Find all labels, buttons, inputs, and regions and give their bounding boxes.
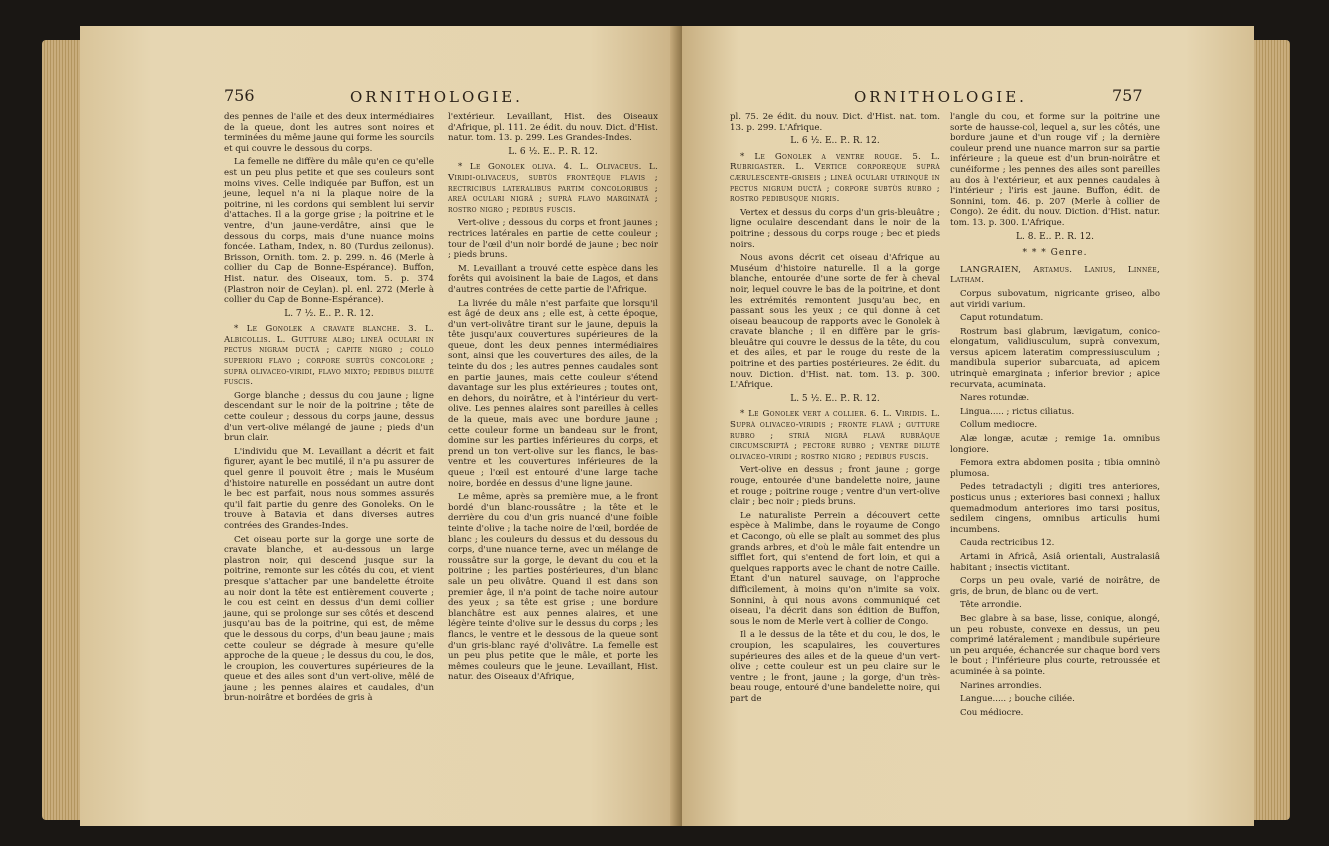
right-page-column-2 [950, 112, 1160, 721]
body-paragraph: Tête arrondie. [960, 600, 1022, 611]
body-paragraph: Narines arrondies. [960, 680, 1042, 691]
body-paragraph: Corpus subovatum, nigricante griseo, albo aut viridi varium. [950, 288, 1160, 310]
page-number-right: 757 [1112, 86, 1143, 105]
body-paragraph: Femora extra abdomen posita ; tibia omninò plumosa. [950, 458, 1160, 479]
body-paragraph: Caput rotundatum. [960, 313, 1044, 324]
page-number-left: 756 [224, 86, 255, 105]
species-entry-heading: * Le Gonolek a ventre rouge. 5. L. Rubrigaster. L. Vertice corporeque suprà cærulescente-griseis ; lineâ oculari utrinquè in pectus nigrum ductâ ; corpore subtùs rubro ; rostro pedibusque nigris. [730, 151, 940, 205]
body-paragraph: Pedes tetradactyli ; digiti tres anteriores, posticus unus ; exteriores basi connexi ; hallux quemadmodum anteriores imo tarsi positus, sedilem cingens, omnibus articulis humi incumbens. [950, 482, 1160, 535]
species-entry-heading: LANGRAIEN, Artamus. Lanius, Linnée, Latham. [950, 264, 1160, 286]
species-entry-heading: * Le Gonolek a cravate blanche. 3. L. Albicollis. L. Gutture albo; lineâ oculari in pectus nigram ductâ ; capite nigro ; collo superiori flavo ; corpore subtùs concolore ; suprà olivaceo-viridi, flavo mixto; pedibus dilutè fuscis. [224, 324, 434, 388]
genre-heading: * * * Genre. [1022, 248, 1088, 259]
body-paragraph: l'angle du cou, et forme sur la poitrine une sorte de hausse-col, lequel a, sur les côtés, une bordure jaune et d'un rouge vif ; la dernière couleur prend une nuance marron sur sa partie inférieure ; la queue est d'un brun-noirâtre et cunéiforme ; les pennes des ailes sont pareilles au dos à l'extérieur, et aux pennes caudales à l'intérieur ; l'iris est jaune. Buffon, édit. de Sonnini, tom. 46. p. 207 (Merle à collier de Congo). 2e édit. du nouv. Diction. d'Hist. natur. tom. 13. p. 300. L'Afrique. [950, 112, 1160, 228]
body-paragraph: La femelle ne diffère du mâle qu'en ce qu'elle est un peu plus petite et que ses couleurs sont moins vives. Celle indiquée par Buffon, est un jeune, lequel n'a ni la plaque noire de la poitrine, ni les cordons qui semblent lui servir d'attaches. Il a la gorge grise ; la poitrine et le ventre, d'un jaune-verdâtre, ainsi que le dessous du corps, mais d'une nuance moins foncée. Latham, Index, n. 80 (Turdus zeilonus). Brisson, Ornith. tom. 2. p. 299. n. 46 (Merle à collier du Cap de Bonne-Espérance). Buffon, Hist. natur. des Oiseaux, tom. 5. p. 374 (Plastron noir de Ceylan). pl. enl. 272 (Merle à collier du Cap de Bonne-Espérance). [224, 157, 434, 306]
body-paragraph: Bec glabre à sa base, lisse, conique, alongé, un peu robuste, convexe en dessus, un peu comprimé latéralement ; mandibule supérieure un peu arquée, échancrée sur chaque bord vers le bout ; l'inférieure plus courte, retroussée et acuminée à sa pointe. [950, 613, 1160, 677]
body-paragraph: Rostrum basi glabrum, lævigatum, conico-elongatum, validiusculum, suprà convexum, versus apicem lateratim compressiusculum ; mandibula superior subarcuata, ad apicem utrinquè emarginata ; inferior brevior ; apice recurvata, acuminata. [950, 326, 1160, 390]
body-paragraph: Le naturaliste Perrein a découvert cette espèce à Malimbe, dans le royaume de Congo et Cacongo, où elle se plaît au sommet des plus grands arbres, et d'où le mâle fait entendre un sifflet fort, qui s'entend de fort loin, et qui a quelques rapports avec le chant de notre Caille. Étant d'un naturel sauvage, on l'approche difficilement, à moins qu'on n'imite sa voix. Sonnini, à qui nous avons communiqué cet oiseau, l'a décrit dans son édition de Buffon, sous le nom de Merle vert à collier de Congo. [730, 510, 940, 627]
page-edges-right [1250, 40, 1290, 820]
measurement-line: L. 8. E.. P.. R. 12. [1016, 231, 1094, 242]
body-paragraph: Collum mediocre. [960, 420, 1038, 431]
body-paragraph: Le même, après sa première mue, a le front bordé d'un blanc-roussâtre ; la tête et le derrière du cou d'un gris nuancé d'une foible teinte d'olive ; la tache noire de l'œil, bordée de blanc ; les couleurs du dessus et du dessous du corps, d'une nuance terne, avec un mélange de roussâtre sur la gorge, le devant du cou et la poitrine ; les parties postérieures, d'un blanc sale un peu olivâtre. Quand il est dans son premier âge, il n'a point de tache noire autour des yeux ; sa tête est grise ; une bordure blanchâtre est aux pennes alaires, et une légère teinte d'olive sur le dessus du corps ; les flancs, le ventre et le dessous de la queue sont d'un gris-blanc rayé d'olivâtre. La femelle est un peu plus petite que le mâle, et porte les mêmes couleurs que le jeune. Levaillant, Hist. natur. des Oiseaux d'Afrique, [448, 492, 658, 683]
species-entry-heading: * Le Gonolek oliva. 4. L. Olivaceus. L. Viridi-olivaceus, subtùs frontèque flavis ; rectricibus lateralibus partim concoloribus ; areâ oculari nigrâ ; suprà flavo marginatâ ; rostro nigro ; pedibus fuscis. [448, 162, 658, 215]
left-page-column-2 [448, 112, 658, 686]
measurement-line: L. 6 ½. E.. P.. R. 12. [508, 146, 598, 157]
measurement-line: L. 6 ½. E.. P.. R. 12. [790, 136, 880, 147]
running-head-right: ORNITHOLOGIE. [854, 88, 1027, 106]
body-paragraph: pl. 75. 2e édit. du nouv. Dict. d'Hist. nat. tom. 13. p. 299. L'Afrique. [730, 112, 940, 133]
body-paragraph: Lingua..... ; rictus ciliatus. [960, 406, 1075, 417]
body-paragraph: l'extérieur. Levaillant, Hist. des Oiseaux d'Afrique, pl. 111. 2e édit. du nouv. Dict. d'Hist. natur. tom. 13. p. 299. Les Grandes-Indes. [448, 112, 658, 144]
species-entry-heading: * Le Gonolek vert a collier. 6. L. Viridis. L. Suprà olivaceo-viridis ; fronte flavâ ; gutture rubro ; striâ nigrâ flavâ rubrâque circumscriptâ ; pectore rubro ; ventre dilutè olivaceo-viridi ; rostro nigro ; pedibus fuscis. [730, 409, 940, 462]
body-paragraph: Alæ longæ, acutæ ; remige 1a. omnibus longiore. [950, 434, 1160, 455]
body-paragraph: Vert-olive ; dessous du corps et front jaunes ; rectrices latérales en partie de cette couleur ; tour de l'œil d'un noir bordé de jaune ; bec noir ; pieds bruns. [448, 218, 658, 261]
body-paragraph: Nares rotundæ. [960, 393, 1030, 404]
right-page [682, 26, 1254, 826]
body-paragraph: Il a le dessus de la tête et du cou, le dos, le croupion, les scapulaires, les couvertures supérieures des ailes et de la queue d'un vert-olive ; cette couleur est un peu claire sur le ventre ; le front, jaune ; la gorge, d'un très-beau rouge, entouré d'une bandelette noire, qui part de [730, 630, 940, 704]
body-paragraph: Vertex et dessus du corps d'un gris-bleuâtre ; ligne oculaire descendant dans le noir de la poitrine ; dessous du corps rouge ; bec et pieds noirs. [730, 207, 940, 250]
body-paragraph: Langue..... ; bouche ciliée. [960, 694, 1075, 705]
left-page [80, 26, 680, 826]
body-paragraph: Artami in Africâ, Asiâ orientali, Australasiâ habitant ; insectis victitant. [950, 551, 1160, 573]
body-paragraph: Corps un peu ovale, varié de noirâtre, de gris, de brun, de blanc ou de vert. [950, 576, 1160, 597]
body-paragraph: Cauda rectricibus 12. [960, 538, 1055, 549]
body-paragraph: Gorge blanche ; dessus du cou jaune ; ligne descendant sur le noir de la poitrine ; tête de cette couleur ; dessous du corps jaune, dessus d'un vert-olive mélangé de jaune ; pieds d'un brun clair. [224, 390, 434, 444]
measurement-line: L. 7 ½. E.. P.. R. 12. [284, 308, 374, 319]
measurement-line: L. 5 ½. E.. P.. R. 12. [790, 393, 880, 404]
body-paragraph: Cet oiseau porte sur la gorge une sorte de cravate blanche, et au-dessous un large plastron noir, qui descend jusque sur la poitrine, remonte sur les côtés du cou, et vient presque s'attacher par une bandelette étroite au noir dont la tête est entièrement couverte ; le cou est ceint en dessus d'un demi collier jaune, qui se prolonge sur ses côtés et descend jusqu'au bas de la poitrine, qui est, de même que le dessous du corps, d'un beau jaune ; mais cette couleur se dégrade à mesure qu'elle approche de la queue ; le dessus du cou, le dos, le croupion, les couvertures supérieures de la queue et des ailes sont d'un vert-olive, mêlé de jaune ; les pennes alaires et caudales, d'un brun-noirâtre et bordées de gris à [224, 534, 434, 704]
body-paragraph: des pennes de l'aile et des deux intermédiaires de la queue, dont les autres sont noires et terminées du même jaune qui forme les sourcils et qui couvre le dessous du corps. [224, 112, 434, 154]
left-page-column-1 [224, 112, 434, 707]
open-book [10, 22, 1319, 834]
running-head-left: ORNITHOLOGIE. [350, 88, 523, 106]
body-paragraph: Nous avons décrit cet oiseau d'Afrique au Muséum d'histoire naturelle. Il a la gorge blanche, entourée d'une sorte de fer à cheval noir, lequel couvre le bas de la poitrine, et dont les extrémités remontent jusqu'au bec, en passant sous les yeux ; ce qui donne à cet oiseau beaucoup de rapports avec le Gonolek à cravate blanche ; il en diffère par le gris-bleuâtre qui couvre le dessus de la tête, du cou et des ailes, et par le rouge du reste de la poitrine et des parties postérieures. 2e édit. du nouv. Diction. d'Hist. nat. tom. 13. p. 300. L'Afrique. [730, 253, 940, 391]
right-page-column-1 [730, 112, 940, 707]
body-paragraph: La livrée du mâle n'est parfaite que lorsqu'il est âgé de deux ans ; elle est, à cette époque, d'un vert-olivâtre tirant sur le jaune, depuis la tête jusqu'aux couvertures supérieures de la queue, dont les deux pennes intermédiaires sont, ainsi que les couvertures des ailes, de la teinte du dos ; les autres pennes caudales sont en partie jaunes, mais cette couleur s'étend davantage sur les plus extérieures ; toutes ont, en dehors, du noirâtre, et à l'intérieur du vert-olive. Les pennes alaires sont pareilles à celles de la queue, mais avec une bordure jaune ; cette couleur forme un bandeau sur le front, domine sur les parties inférieures du corps, et prend un ton vert-olive sur les flancs, le bas-ventre et les couvertures inférieures de la queue ; l'œil est entouré d'une large tache noire, bordée en dessus d'une ligne jaune. [448, 298, 658, 489]
body-paragraph: M. Levaillant a trouvé cette espèce dans les forêts qui avoisinent la baie de Lagos, et dans d'autres contrées de cette partie de l'Afrique. [448, 263, 658, 295]
body-paragraph: L'individu que M. Levaillant a décrit et fait figurer, ayant le bec mutilé, il n'a pu assurer de quel genre il pouvoit être ; mais le Muséum d'histoire naturelle en possédant un autre dont le bec est parfait, nous nous sommes assurés qu'il fait partie du genre des Gonoleks. On le trouve à Batavia et dans diverses autres contrées des Grandes-Indes. [224, 446, 434, 531]
body-paragraph: Cou médiocre. [960, 707, 1024, 718]
body-paragraph: Vert-olive en dessus ; front jaune ; gorge rouge, entourée d'une bandelette noire, jaune et rouge ; poitrine rouge ; ventre d'un vert-olive clair ; bec noir ; pieds bruns. [730, 465, 940, 508]
